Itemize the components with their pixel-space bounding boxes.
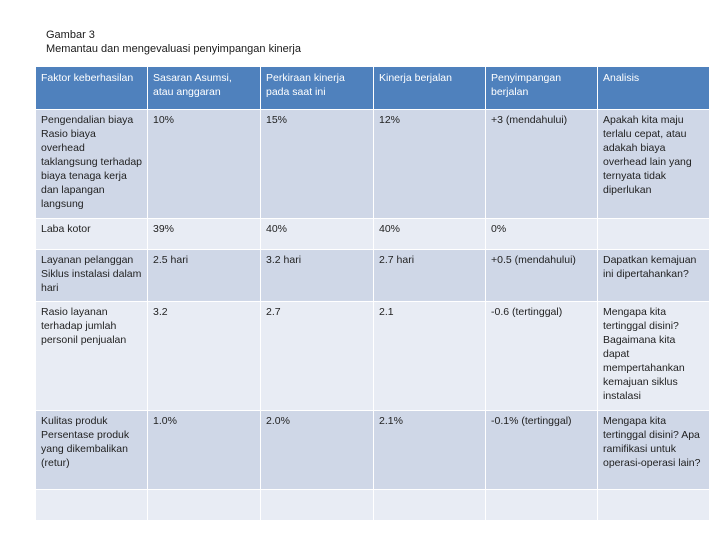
cell-faktor: Rasio layanan terhadap jumlah personil penjualan [36,302,148,411]
header-kinerja-berjalan: Kinerja berjalan [374,67,486,110]
cell-penyimpangan: 0% [486,219,598,250]
cell-kinerja [374,490,486,521]
cell-faktor: Layanan pelanggan Siklus instalasi dalam hari [36,250,148,302]
cell-sasaran: 2.5 hari [148,250,261,302]
cell-perkiraan: 15% [261,110,374,219]
cell-kinerja: 40% [374,219,486,250]
table-row [36,302,710,411]
header-sasaran: Sasaran Asumsi, atau anggaran [148,67,261,110]
cell-penyimpangan: -0.1% (tertinggal) [486,411,598,490]
cell-faktor: Kulitas produk Persentase produk yang dikembalikan (retur) [36,411,148,490]
cell-kinerja: 2.1% [374,411,486,490]
cell-analisis: Mengapa kita tertinggal disini? Bagaimana kita dapat mempertahankan kemajuan siklus instalasi [598,302,710,411]
cell-faktor: Laba kotor [36,219,148,250]
performance-deviation-table [35,66,710,521]
cell-analisis [598,219,710,250]
figure-caption [46,28,301,56]
table-row [36,110,710,219]
cell-analisis [598,490,710,521]
cell-analisis: Mengapa kita tertinggal disini? Apa ramifikasi untuk operasi-operasi lain? [598,411,710,490]
cell-sasaran: 3.2 [148,302,261,411]
header-perkiraan-kinerja: Perkiraan kinerja pada saat ini [261,67,374,110]
cell-penyimpangan: +0.5 (mendahului) [486,250,598,302]
cell-perkiraan: 3.2 hari [261,250,374,302]
cell-penyimpangan: -0.6 (tertinggal) [486,302,598,411]
cell-perkiraan: 2.0% [261,411,374,490]
table-row [36,411,710,490]
table-header-row [36,67,710,110]
cell-sasaran [148,490,261,521]
header-faktor-keberhasilan: Faktor keberhasilan [36,67,148,110]
table-row [36,490,710,521]
cell-sasaran: 39% [148,219,261,250]
cell-kinerja: 2.1 [374,302,486,411]
cell-faktor: Pengendalian biaya Rasio biaya overhead taklangsung terhadap biaya tenaga kerja dan lapangan langsung [36,110,148,219]
cell-penyimpangan: +3 (mendahului) [486,110,598,219]
cell-perkiraan: 2.7 [261,302,374,411]
figure-title: Memantau dan mengevaluasi penyimpangan kinerja [46,43,301,55]
cell-sasaran: 1.0% [148,411,261,490]
cell-kinerja: 2.7 hari [374,250,486,302]
cell-analisis: Dapatkan kemajuan ini dipertahankan? [598,250,710,302]
figure-number: Gambar 3 [46,29,95,41]
cell-sasaran: 10% [148,110,261,219]
cell-perkiraan: 40% [261,219,374,250]
cell-penyimpangan [486,490,598,521]
cell-kinerja: 12% [374,110,486,219]
header-analisis: Analisis [598,67,710,110]
table-row [36,219,710,250]
cell-faktor [36,490,148,521]
cell-analisis: Apakah kita maju terlalu cepat, atau adakah biaya overhead lain yang ternyata tidak diperlukan [598,110,710,219]
table-row [36,250,710,302]
cell-perkiraan [261,490,374,521]
header-penyimpangan-berjalan: Penyimpangan berjalan [486,67,598,110]
